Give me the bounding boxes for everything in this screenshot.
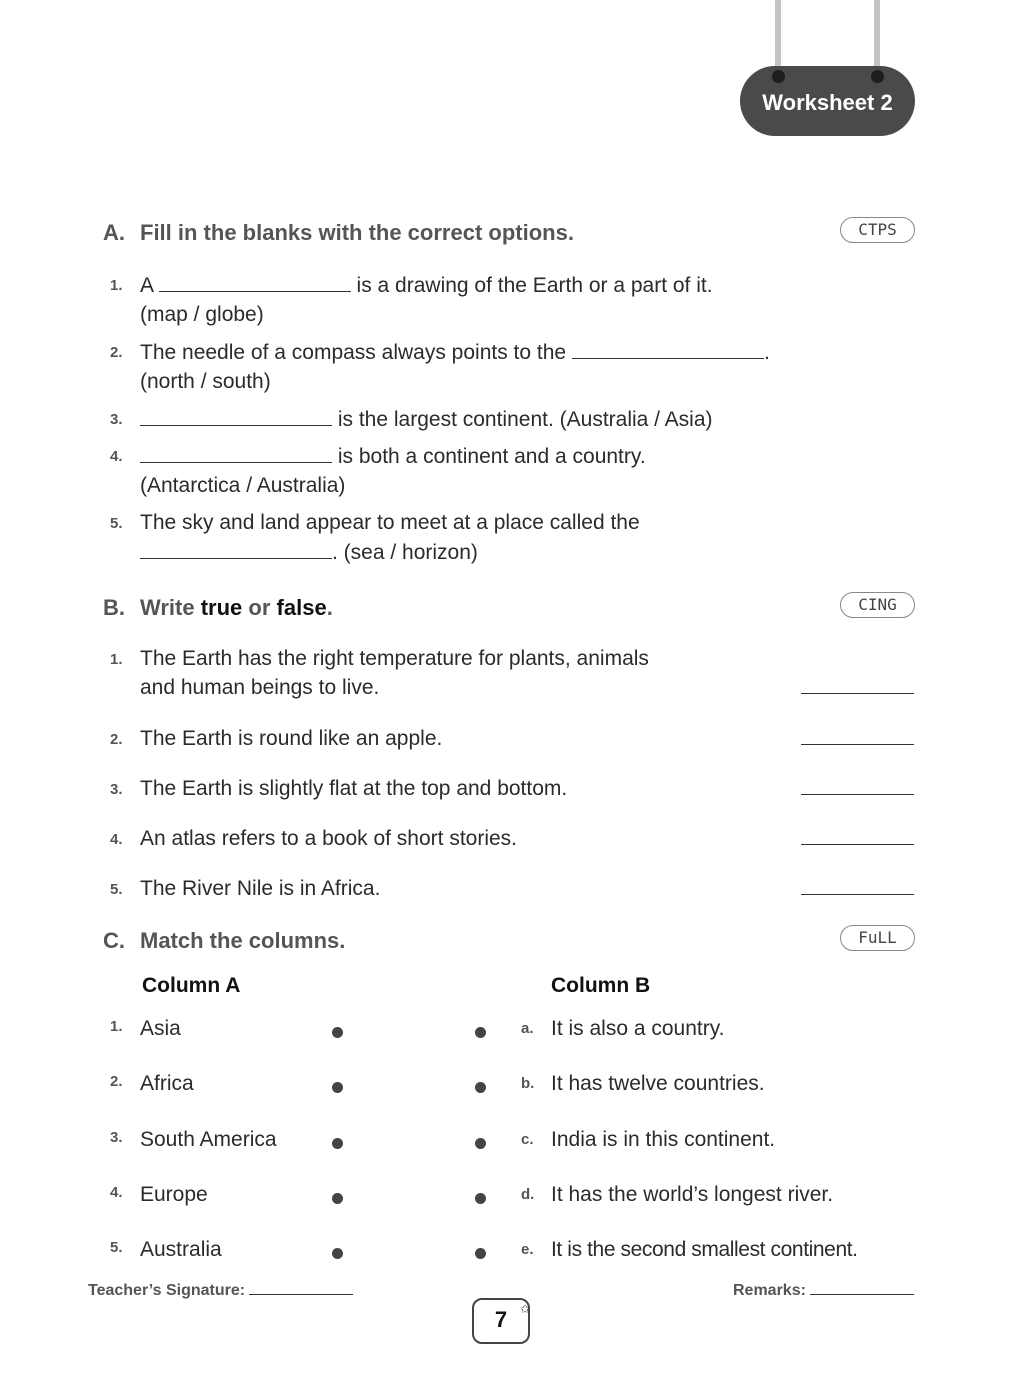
column-b-letter: b. (521, 1075, 535, 1092)
item-text: The needle of a compass always points to the (140, 341, 567, 364)
match-dot-left[interactable] (332, 1248, 343, 1259)
column-b-letter: d. (521, 1186, 535, 1203)
match-row-1 (110, 1017, 920, 1047)
item-number: 4. (110, 831, 123, 848)
hanger-ring-left (772, 70, 785, 83)
item-text: is a drawing of the Earth or a part of it. (356, 274, 713, 297)
match-dot-right[interactable] (475, 1193, 486, 1204)
teacher-signature-label: Teacher’s Signature: (88, 1282, 246, 1299)
column-a-item: Asia (140, 1017, 181, 1040)
section-b-item-2 (110, 724, 920, 754)
remarks-line[interactable] (810, 1281, 914, 1295)
column-b-item: It has the world’s longest river. (551, 1183, 834, 1206)
section-b-header (103, 595, 915, 629)
answer-line[interactable] (801, 894, 914, 895)
item-number: 2. (110, 344, 123, 361)
match-row-2 (110, 1072, 920, 1102)
title-text: . (326, 595, 333, 620)
section-c-letter: C. (103, 928, 125, 953)
item-text: and human beings to live. (140, 676, 380, 699)
match-dot-right[interactable] (475, 1082, 486, 1093)
item-text: is both a continent and a country. (337, 445, 646, 468)
section-c-title (103, 928, 915, 954)
column-b-item: India is in this continent. (551, 1128, 776, 1151)
fill-blank[interactable] (572, 337, 764, 359)
section-c-title-text: Match the columns. (140, 928, 346, 953)
item-text: An atlas refers to a book of short stories. (140, 827, 518, 850)
column-a-item: Europe (140, 1183, 208, 1206)
hanger-string-right (874, 0, 880, 76)
column-b-letter: a. (521, 1020, 534, 1037)
section-b-letter: B. (103, 595, 125, 620)
teacher-signature (88, 1281, 353, 1300)
column-b-heading: Column B (551, 974, 651, 997)
item-number: 3. (110, 781, 123, 798)
full-badge: FuLL (840, 925, 915, 951)
match-row-5 (110, 1238, 920, 1268)
hanger-ring-right (871, 70, 884, 83)
column-a-item: South America (140, 1128, 277, 1151)
title-true: true (200, 595, 243, 620)
section-b-item-4 (110, 824, 920, 854)
item-text: . (763, 341, 770, 364)
answer-line[interactable] (801, 693, 914, 694)
match-row-4 (110, 1183, 920, 1213)
hanger-string-left (775, 0, 781, 76)
item-number: 5. (110, 881, 123, 898)
item-number: 3. (110, 411, 123, 428)
column-a-heading: Column A (142, 974, 241, 997)
item-number: 5. (110, 1239, 123, 1256)
star-icon: ✩ (520, 1302, 531, 1316)
column-b-item: It is the second smallest continent. (551, 1238, 858, 1261)
column-b-letter: e. (521, 1241, 534, 1258)
page-number: 7 (472, 1298, 530, 1344)
fill-blank[interactable] (140, 404, 332, 426)
section-a-header (103, 220, 915, 254)
remarks-label: Remarks: (733, 1282, 806, 1299)
match-dot-left[interactable] (332, 1193, 343, 1204)
section-a-title (103, 220, 915, 246)
column-b-item: It has twelve countries. (551, 1072, 765, 1095)
item-options: (map / globe) (140, 303, 264, 326)
item-text: The Earth is slightly flat at the top and bottom. (140, 777, 568, 800)
section-a-letter: A. (103, 220, 125, 245)
section-b-item-3 (110, 774, 920, 804)
title-text: or (248, 595, 271, 620)
answer-line[interactable] (801, 844, 914, 845)
item-text: . (sea / horizon) (332, 541, 478, 564)
item-options: (north / south) (140, 370, 271, 393)
match-dot-right[interactable] (475, 1248, 486, 1259)
item-text: is the largest continent. (Australia / Asia) (337, 408, 713, 431)
title-false: false (276, 595, 327, 620)
item-number: 4. (110, 1184, 123, 1201)
item-options: (Antarctica / Australia) (140, 474, 346, 497)
fill-blank[interactable] (159, 270, 351, 292)
section-c-header (103, 928, 915, 962)
signature-line[interactable] (249, 1281, 353, 1295)
item-number: 2. (110, 731, 123, 748)
column-a-item: Australia (140, 1238, 222, 1261)
answer-line[interactable] (801, 794, 914, 795)
item-text: The Earth is round like an apple. (140, 727, 443, 750)
section-b-title (103, 595, 915, 621)
item-text: The River Nile is in Africa. (140, 877, 381, 900)
column-b-letter: c. (521, 1131, 534, 1148)
worksheet-tag (740, 0, 915, 140)
answer-line[interactable] (801, 744, 914, 745)
column-a-item: Africa (140, 1072, 194, 1095)
title-text: Write (140, 595, 195, 620)
item-number: 1. (110, 651, 123, 668)
item-number: 1. (110, 1018, 123, 1035)
fill-blank[interactable] (140, 441, 332, 463)
item-text: The Earth has the right temperature for plants, animals (140, 647, 649, 670)
item-number: 1. (110, 277, 123, 294)
item-number: 3. (110, 1129, 123, 1146)
section-b-item-1 (110, 644, 920, 704)
item-number: 4. (110, 448, 123, 465)
match-dot-right[interactable] (475, 1138, 486, 1149)
item-number: 2. (110, 1073, 123, 1090)
match-dot-left[interactable] (332, 1027, 343, 1038)
column-b-item: It is also a country. (551, 1017, 725, 1040)
item-number: 5. (110, 515, 123, 532)
fill-blank[interactable] (140, 537, 332, 559)
section-b-item-5 (110, 874, 920, 904)
ctps-badge: CTPS (840, 217, 915, 243)
worksheet-label: Worksheet 2 (740, 66, 915, 136)
item-text: A (140, 274, 153, 297)
remarks (733, 1281, 914, 1300)
match-dot-left[interactable] (332, 1138, 343, 1149)
cing-badge: CING (840, 592, 915, 618)
match-dot-left[interactable] (332, 1082, 343, 1093)
item-text: The sky and land appear to meet at a place called the (140, 511, 640, 534)
match-row-3 (110, 1128, 920, 1158)
match-dot-right[interactable] (475, 1027, 486, 1038)
section-a-title-text: Fill in the blanks with the correct options. (140, 220, 574, 245)
